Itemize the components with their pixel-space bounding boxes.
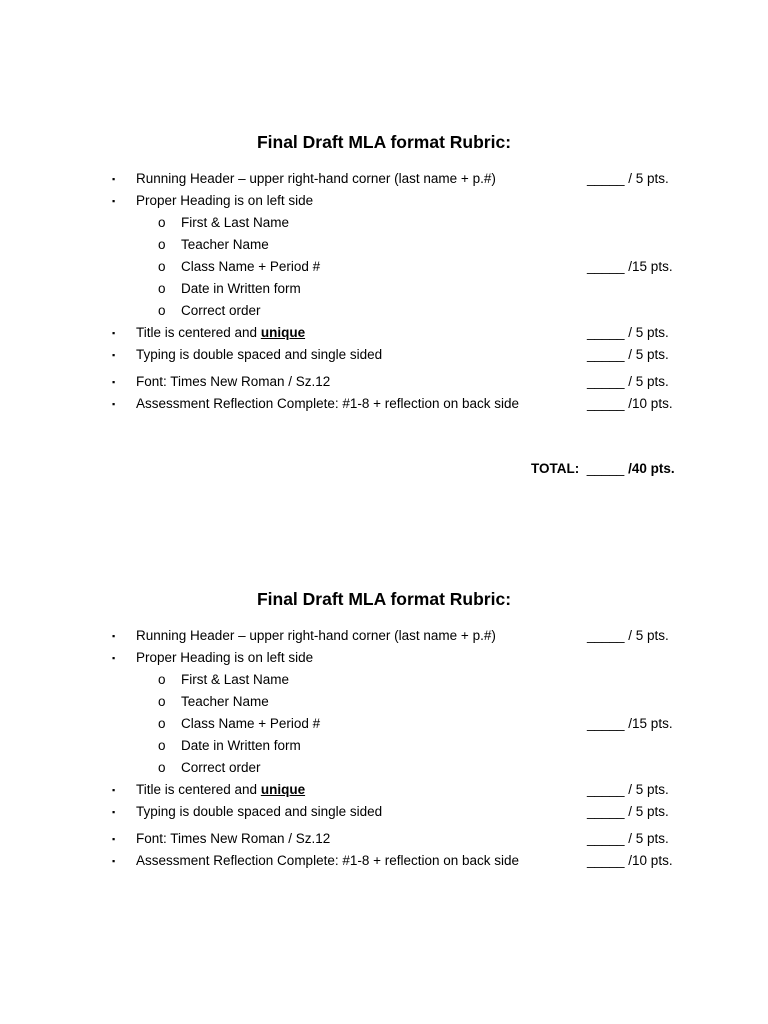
sub-item-teacher-name: [0, 691, 768, 713]
item-label: Typing is double spaced and single sided: [136, 804, 383, 819]
item-label: Running Header – upper right-hand corner (last name + p.#): [136, 628, 496, 643]
list-item-proper-heading: [0, 647, 768, 669]
item-label: Class Name + Period #: [181, 259, 321, 274]
circle-bullet-icon: o: [158, 259, 166, 274]
item-label: [136, 779, 305, 801]
item-label: [136, 322, 305, 344]
item-label: First & Last Name: [181, 672, 290, 687]
item-label: Proper Heading is on left side: [136, 193, 314, 208]
circle-bullet-icon: o: [158, 281, 166, 296]
score-blank: _____ / 5 pts.: [587, 782, 669, 797]
list-item-font: [0, 371, 768, 393]
bullet-icon: ▪: [112, 399, 116, 409]
item-label: Date in Written form: [181, 738, 301, 753]
rubric-2: [0, 588, 768, 872]
score-blank: _____ / 5 pts.: [587, 347, 669, 362]
list-item-assessment-reflection: [0, 393, 768, 415]
score-blank: _____ / 5 pts.: [587, 171, 669, 186]
emphasis-text: unique: [260, 782, 306, 797]
item-label: Teacher Name: [181, 694, 269, 709]
circle-bullet-icon: o: [158, 760, 166, 775]
circle-bullet-icon: o: [158, 672, 166, 687]
circle-bullet-icon: o: [158, 237, 166, 252]
item-label: Assessment Reflection Complete: #1-8 + reflection on back side: [136, 396, 520, 411]
list-item-title-centered: [0, 779, 768, 801]
rubric-title: Final Draft MLA format Rubric:: [256, 132, 512, 152]
item-label-text: Title is centered and: [136, 782, 261, 797]
item-label: Font: Times New Roman / Sz.12: [136, 374, 331, 389]
list-item-double-spaced: [0, 344, 768, 366]
sub-item-first-last-name: [0, 212, 768, 234]
item-label: Typing is double spaced and single sided: [136, 347, 383, 362]
score-blank: _____ / 5 pts.: [587, 325, 669, 340]
total-label: TOTAL:: [531, 461, 580, 476]
bullet-icon: ▪: [112, 174, 116, 184]
emphasis-text: unique: [260, 325, 306, 340]
item-label: Font: Times New Roman / Sz.12: [136, 831, 331, 846]
item-label: Running Header – upper right-hand corner (last name + p.#): [136, 171, 496, 186]
sub-item-correct-order: [0, 757, 768, 779]
sub-item-first-last-name: [0, 669, 768, 691]
item-label: Correct order: [181, 760, 261, 775]
circle-bullet-icon: o: [158, 303, 166, 318]
bullet-icon: ▪: [112, 631, 116, 641]
score-blank: _____ / 5 pts.: [587, 831, 669, 846]
bullet-icon: ▪: [112, 377, 116, 387]
rubric-1: [0, 131, 768, 415]
bullet-icon: ▪: [112, 834, 116, 844]
sub-item-class-name: [0, 713, 768, 735]
list-item-proper-heading: [0, 190, 768, 212]
score-blank: _____ / 5 pts.: [587, 628, 669, 643]
bullet-icon: ▪: [112, 350, 116, 360]
bullet-icon: ▪: [112, 196, 116, 206]
score-blank: _____ /15 pts.: [587, 259, 673, 274]
item-label-text: Title is centered and: [136, 325, 261, 340]
bullet-icon: ▪: [112, 653, 116, 663]
circle-bullet-icon: o: [158, 738, 166, 753]
score-blank: _____ /15 pts.: [587, 716, 673, 731]
list-item-double-spaced: [0, 801, 768, 823]
sub-item-correct-order: [0, 300, 768, 322]
item-label: Date in Written form: [181, 281, 301, 296]
score-blank: _____ / 5 pts.: [587, 374, 669, 389]
total-points: /40 pts.: [628, 461, 675, 476]
rubric-title: Final Draft MLA format Rubric:: [256, 589, 512, 609]
total-blank: _____: [586, 461, 625, 476]
sub-item-teacher-name: [0, 234, 768, 256]
circle-bullet-icon: o: [158, 694, 166, 709]
item-label: First & Last Name: [181, 215, 290, 230]
bullet-icon: ▪: [112, 856, 116, 866]
bullet-icon: ▪: [112, 328, 116, 338]
list-item-running-header: [0, 168, 768, 190]
bullet-icon: ▪: [112, 785, 116, 795]
circle-bullet-icon: o: [158, 215, 166, 230]
score-blank: _____ / 5 pts.: [587, 804, 669, 819]
item-label: Correct order: [181, 303, 261, 318]
score-blank: _____ /10 pts.: [587, 396, 673, 411]
list-item-title-centered: [0, 322, 768, 344]
sub-item-date: [0, 735, 768, 757]
item-label: Class Name + Period #: [181, 716, 321, 731]
circle-bullet-icon: o: [158, 716, 166, 731]
list-item-running-header: [0, 625, 768, 647]
list-item-font: [0, 828, 768, 850]
sub-item-class-name: [0, 256, 768, 278]
list-item-assessment-reflection: [0, 850, 768, 872]
item-label: Proper Heading is on left side: [136, 650, 314, 665]
bullet-icon: ▪: [112, 807, 116, 817]
total-line: [531, 458, 675, 480]
item-label: Assessment Reflection Complete: #1-8 + reflection on back side: [136, 853, 520, 868]
score-blank: _____ /10 pts.: [587, 853, 673, 868]
item-label: Teacher Name: [181, 237, 269, 252]
sub-item-date: [0, 278, 768, 300]
